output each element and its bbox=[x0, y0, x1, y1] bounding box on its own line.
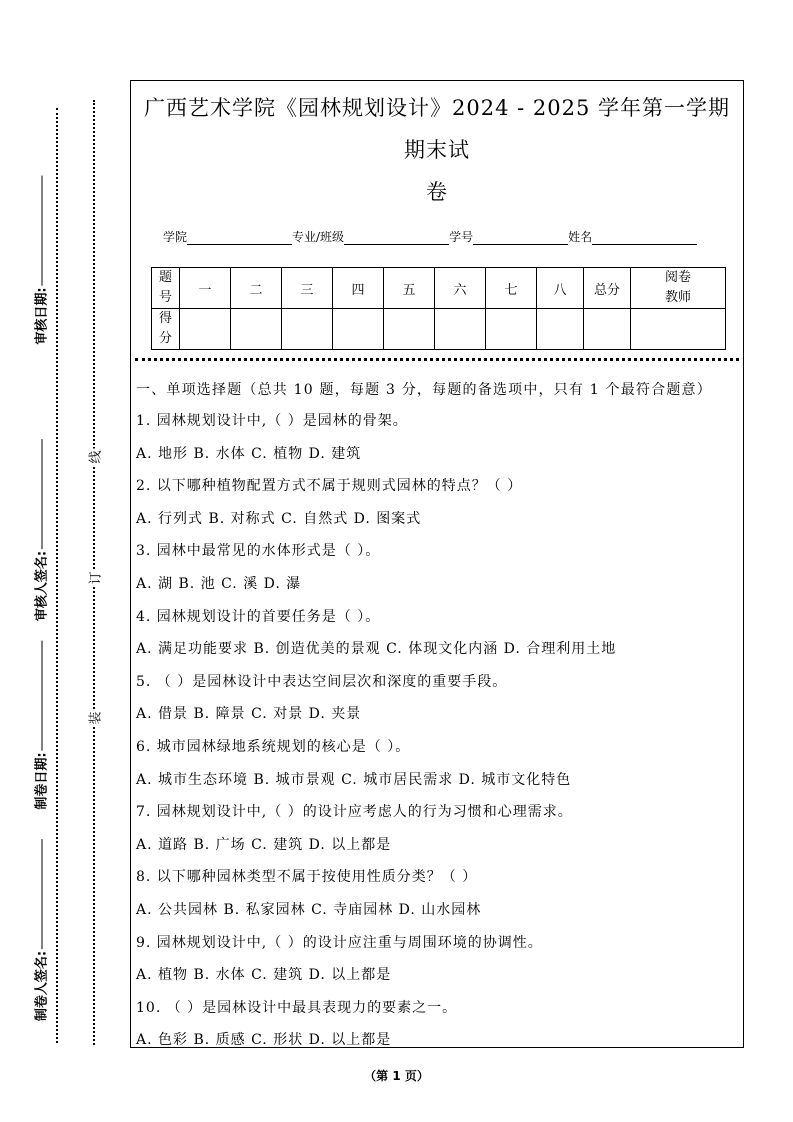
exam-title bbox=[137, 87, 737, 213]
student-info-row bbox=[163, 227, 743, 245]
compiler-signature-label bbox=[31, 839, 50, 1021]
exam-frame bbox=[130, 80, 744, 1048]
col-2: 二 bbox=[231, 268, 282, 309]
question-stem: 5. （ ）是园林设计中表达空间层次和深度的重要手段。 bbox=[136, 673, 508, 690]
reviewer-label: 阅卷 教师 bbox=[631, 268, 726, 309]
name-label: 姓名 bbox=[568, 230, 593, 244]
col-1: 一 bbox=[180, 268, 231, 309]
score-cell[interactable] bbox=[384, 309, 435, 350]
compiler-signature-blank[interactable] bbox=[42, 839, 43, 949]
reviewer-cell[interactable] bbox=[631, 309, 726, 350]
question-options: A. 公共园林 B. 私家园林 C. 寺庙园林 D. 山水园林 bbox=[136, 901, 482, 918]
col-4: 四 bbox=[333, 268, 384, 309]
question-number-label: 题 号 bbox=[152, 268, 180, 309]
score-cell[interactable] bbox=[333, 309, 384, 350]
question-stem: 8. 以下哪种园林类型不属于按使用性质分类？（ ） bbox=[136, 869, 478, 886]
compiler-signature-text: 制卷人签名: bbox=[34, 950, 50, 1022]
col-total: 总分 bbox=[584, 268, 631, 309]
score-label: 得 分 bbox=[152, 309, 180, 350]
review-date-label bbox=[31, 175, 50, 344]
exam-title-line2: 卷 bbox=[426, 180, 448, 204]
question-stem: 7. 园林规划设计中,（ ）的设计应考虑人的行为习惯和心理需求。 bbox=[136, 804, 573, 821]
compile-date-text: 制卷日期: bbox=[34, 752, 50, 810]
student-id-field[interactable] bbox=[473, 230, 568, 245]
question-options: A. 色彩 B. 质感 C. 形状 D. 以上都是 bbox=[136, 1032, 392, 1048]
col-5: 五 bbox=[384, 268, 435, 309]
score-table-score-row bbox=[152, 309, 726, 350]
binding-dotted-line-left bbox=[56, 108, 58, 1043]
score-cell[interactable] bbox=[282, 309, 333, 350]
binding-mark-line: 线 bbox=[85, 448, 104, 465]
binding-mark-install: 装 bbox=[85, 709, 104, 726]
reviewer-signature-blank[interactable] bbox=[42, 439, 43, 549]
question-list bbox=[136, 405, 743, 1048]
review-date-text: 审核日期: bbox=[34, 287, 50, 345]
compile-date-blank[interactable] bbox=[42, 640, 43, 750]
col-3: 三 bbox=[282, 268, 333, 309]
major-class-label: 专业/班级 bbox=[292, 230, 345, 244]
col-6: 六 bbox=[435, 268, 486, 309]
question-stem: 9. 园林规划设计中,（ ）的设计应注重与周围环境的协调性。 bbox=[136, 934, 543, 951]
score-cell[interactable] bbox=[435, 309, 486, 350]
student-id-label: 学号 bbox=[449, 230, 474, 244]
score-table bbox=[151, 267, 726, 350]
question-options: A. 满足功能要求 B. 创造优美的景观 C. 体现文化内涵 D. 合理利用土地 bbox=[136, 641, 617, 658]
question-stem: 6. 城市园林绿地系统规划的核心是（ ）。 bbox=[136, 738, 411, 755]
college-field[interactable] bbox=[187, 230, 292, 245]
question-stem: 4. 园林规划设计的首要任务是（ ）。 bbox=[136, 608, 381, 625]
question-options: A. 植物 B. 水体 C. 建筑 D. 以上都是 bbox=[136, 967, 392, 984]
name-field[interactable] bbox=[592, 230, 697, 245]
reviewer-signature-label bbox=[31, 439, 50, 621]
question-options: A. 道路 B. 广场 C. 建筑 D. 以上都是 bbox=[136, 836, 392, 853]
question-stem: 3. 园林中最常见的水体形式是（ ）。 bbox=[136, 543, 381, 560]
college-label: 学院 bbox=[163, 230, 188, 244]
col-8: 八 bbox=[537, 268, 584, 309]
score-cell-total[interactable] bbox=[584, 309, 631, 350]
exam-title-line1: 广西艺术学院《园林规划设计》2024 - 2025 学年第一学期期末试 bbox=[143, 96, 730, 162]
question-options: A. 借景 B. 障景 C. 对景 D. 夹景 bbox=[136, 706, 362, 723]
question-stem: 2. 以下哪种植物配置方式不属于规则式园林的特点？（ ） bbox=[136, 478, 523, 495]
page-number: （第 1 页） bbox=[364, 1069, 429, 1083]
score-table-header-row bbox=[152, 268, 726, 309]
major-class-field[interactable] bbox=[344, 230, 449, 245]
question-options: A. 湖 B. 池 C. 溪 D. 瀑 bbox=[136, 575, 302, 592]
question-stem: 1. 园林规划设计中,（ ）是园林的骨架。 bbox=[136, 413, 408, 429]
question-options: A. 地形 B. 水体 C. 植物 D. 建筑 bbox=[136, 445, 362, 462]
col-7: 七 bbox=[486, 268, 537, 309]
review-date-blank[interactable] bbox=[42, 175, 43, 285]
score-cell[interactable] bbox=[180, 309, 231, 350]
question-stem: 10. （ ）是园林设计中最具表现力的要素之一。 bbox=[136, 999, 458, 1016]
separator-dotted bbox=[135, 358, 739, 361]
score-cell[interactable] bbox=[231, 309, 282, 350]
question-options: A. 城市生态环境 B. 城市景观 C. 城市居民需求 D. 城市文化特色 bbox=[136, 771, 572, 788]
compile-date-label bbox=[31, 640, 50, 809]
score-cell[interactable] bbox=[537, 309, 584, 350]
reviewer-signature-text: 审核人签名: bbox=[34, 550, 50, 622]
question-options: A. 行列式 B. 对称式 C. 自然式 D. 图案式 bbox=[136, 510, 422, 527]
score-cell[interactable] bbox=[486, 309, 537, 350]
section1-heading: 一、单项选择题（总共 10 题，每题 3 分，每题的备选项中，只有 1 个最符合题意） bbox=[136, 382, 712, 398]
binding-mark-bind: 订 bbox=[85, 569, 104, 586]
